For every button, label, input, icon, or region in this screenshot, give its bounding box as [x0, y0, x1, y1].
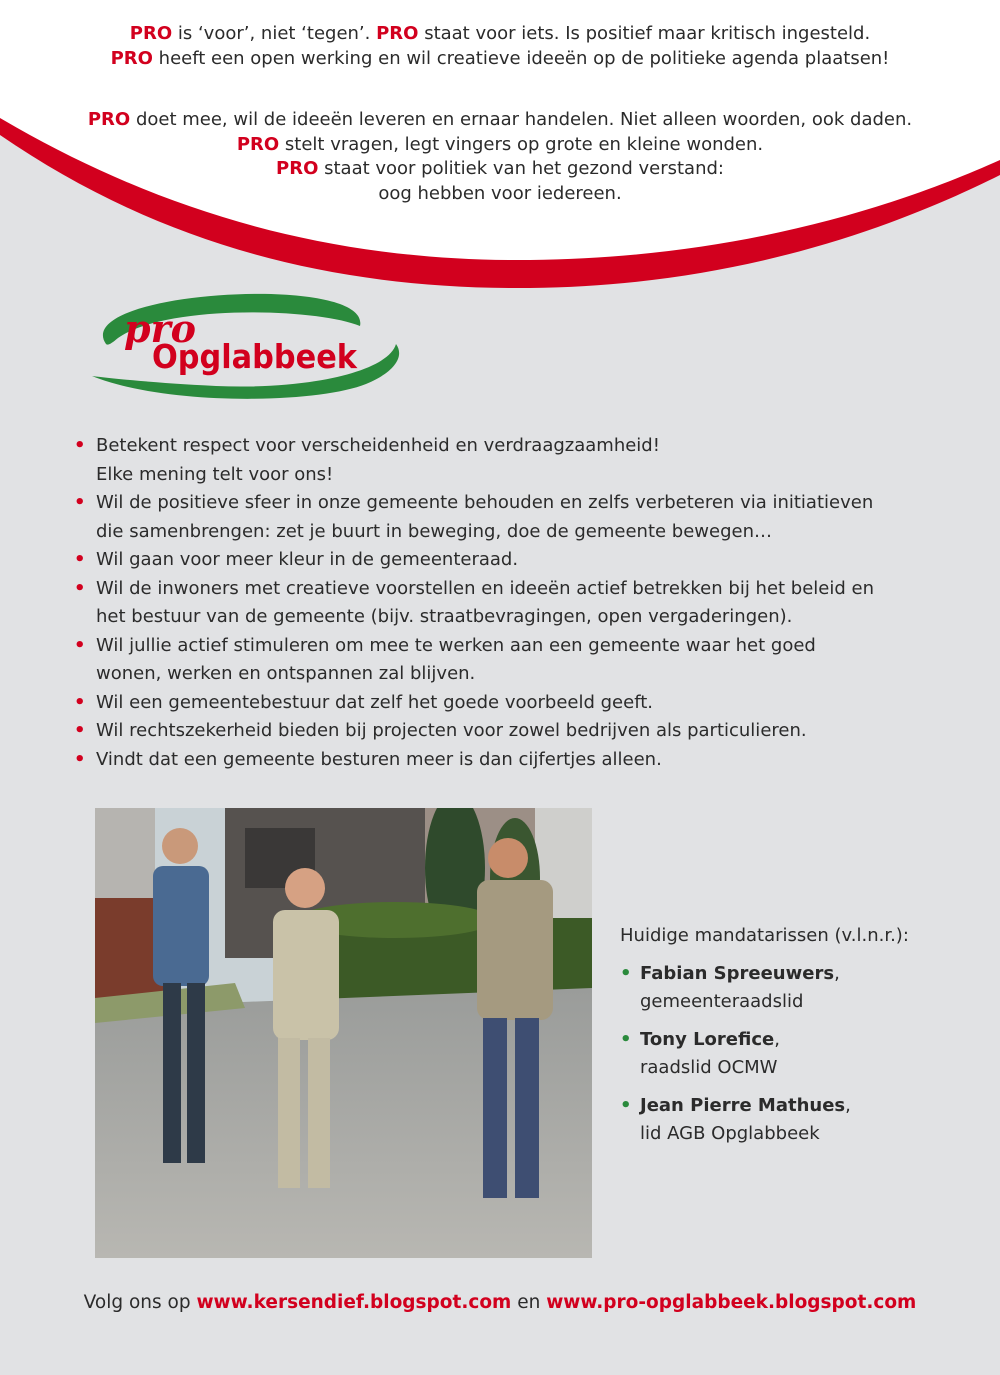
- list-item: • Fabian Spreeuwers, gemeenteraadslid: [620, 960, 990, 1016]
- intro-line: PRO heeft een open werking en wil creatieve ideeën op de politieke agenda plaatsen!: [110, 47, 890, 69]
- list-item: • Wil de positieve sfeer in onze gemeente behouden en zelfs verbeteren via initiatieven die samenbrengen: zet je buurt in beweging, doe de gemeente bewegen…: [70, 489, 950, 546]
- list-item: • Wil een gemeentebestuur dat zelf het goede voorbeeld geeft.: [70, 689, 950, 718]
- intro-text: [0, 22, 1000, 206]
- kersendief-link[interactable]: www.kersendief.blogspot.com: [196, 1292, 512, 1313]
- list-item: • Tony Lorefice, raadslid OCMW: [620, 1026, 990, 1082]
- pro-opglabbeek-link[interactable]: www.pro-opglabbeek.blogspot.com: [546, 1292, 917, 1313]
- pro-opglabbeek-logo: [66, 286, 406, 406]
- list-item: • Jean Pierre Mathues, lid AGB Opglabbeek: [620, 1092, 990, 1148]
- list-item: • Wil gaan voor meer kleur in de gemeenteraad.: [70, 546, 950, 575]
- mandatarissen: [620, 922, 990, 1158]
- logo-pro-text: pro: [124, 306, 196, 351]
- mandatarissen-list: [620, 960, 990, 1148]
- group-photo: [95, 808, 592, 1258]
- intro-line: oog hebben voor iedereen.: [378, 182, 622, 204]
- list-item: • Wil rechtszekerheid bieden bij projecten voor zowel bedrijven als particulieren.: [70, 717, 950, 746]
- intro-line: PRO is ‘voor’, niet ‘tegen’. PRO staat voor iets. Is positief maar kritisch ingesteld.: [129, 23, 871, 44]
- intro-line: PRO staat voor politiek van het gezond verstand:: [276, 158, 724, 179]
- list-item: • Wil jullie actief stimuleren om mee te werken aan een gemeente waar het goed wonen, werken en ontspannen zal blijven.: [70, 632, 950, 689]
- intro-line: PRO stelt vragen, legt vingers op grote en kleine wonden.: [236, 133, 764, 155]
- list-item: • Wil de inwoners met creatieve voorstellen en ideeën actief betrekken bij het beleid en het bestuur van de gemeente (bijv. straatbevragingen, open vergaderingen).: [70, 575, 950, 632]
- list-item: • Betekent respect voor verscheidenheid en verdraagzaamheid! Elke mening telt voor ons!: [70, 432, 950, 489]
- list-item: • Vindt dat een gemeente besturen meer is dan cijfertjes alleen.: [70, 746, 950, 775]
- program-list: [70, 432, 950, 774]
- logo-name-text: Opglabbeek: [152, 337, 358, 376]
- mandatarissen-header: Huidige mandatarissen (v.l.n.r.):: [620, 925, 909, 946]
- footer: Volg ons op www.kersendief.blogspot.com en www.pro-opglabbeek.blogspot.com: [83, 1292, 917, 1313]
- intro-line: PRO doet mee, wil de ideeën leveren en ernaar handelen. Niet alleen woorden, ook daden.: [87, 109, 913, 130]
